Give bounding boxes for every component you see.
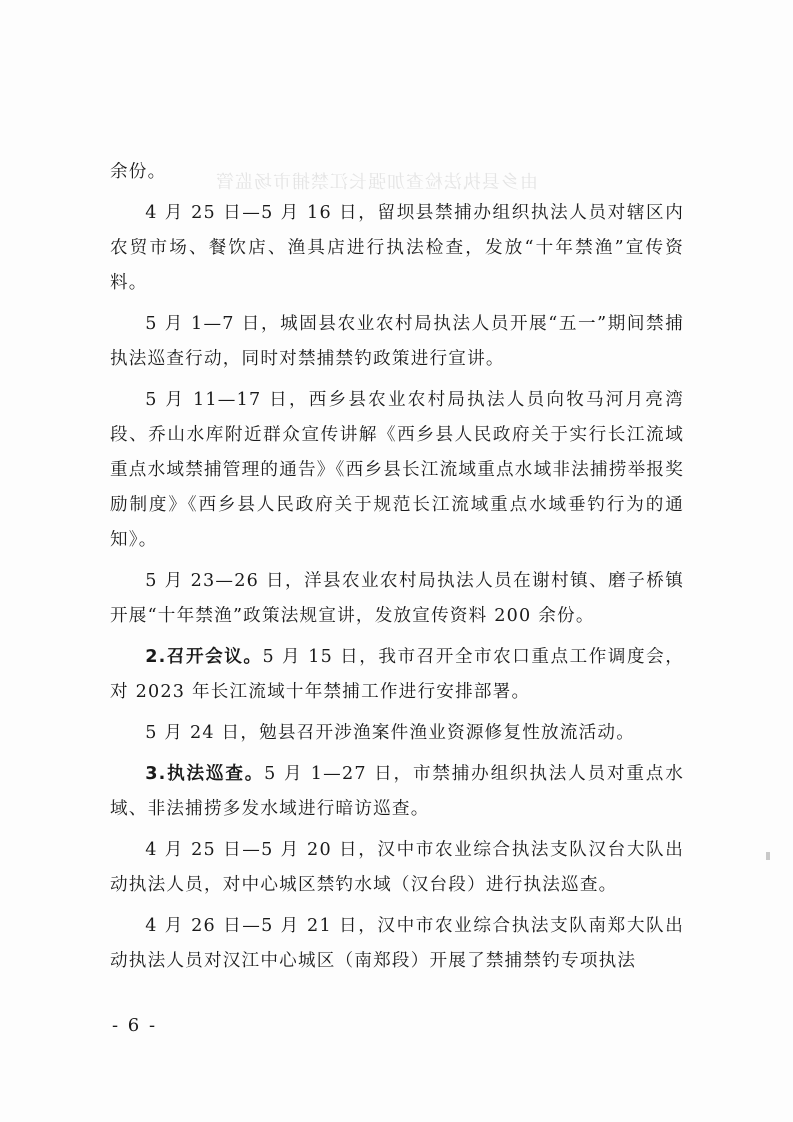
page-number: - 6 - [112,1015,158,1036]
paragraph-chenggu: 5 月 1—7 日，城固县农业农村局执法人员开展“五一”期间禁捕执法巡查行动，同时对禁捕禁钓政策进行宣讲。 [110,314,684,369]
paragraph-meetings-body: 5 月 15 日，我市召开全市农口重点工作调度会，对 2023 年长江流域十年禁捕工作进行安排部署。 [110,647,684,702]
section-heading-patrol: 3.执法巡查。 [145,764,265,784]
paragraph-hantai: 4 月 25 日—5 月 20 日，汉中市农业综合执法支队汉台大队出动执法人员，对中心城区禁钓水域（汉台段）进行执法巡查。 [110,840,684,895]
paragraph-liuba: 4 月 25 日—5 月 16 日，留坝县禁捕办组织执法人员对辖区内农贸市场、餐饮店、渔具店进行执法检查，发放“十年禁渔”宣传资料。 [110,203,684,293]
paragraph-nanzheng: 4 月 26 日—5 月 21 日，汉中市农业综合执法支队南郑大队出动执法人员对汉江中心城区（南郑段）开展了禁捕禁钓专项执法 [110,916,684,971]
section-heading-meetings: 2.召开会议。 [145,647,263,667]
paragraph-meetings [110,640,684,710]
bleed-through-text: 由乡县执法检查加强长江禁捕市场监管 [215,172,538,193]
paragraph-patrol-body: 5 月 1—27 日，市禁捕办组织执法人员对重点水域、非法捕捞多发水域进行暗访巡查。 [110,764,684,819]
paragraph-mianxian: 5 月 24 日，勉县召开涉渔案件渔业资源修复性放流活动。 [145,723,636,743]
scan-mark [766,852,770,860]
paragraph-continuation: 余份。 [110,162,167,182]
document-body [110,155,684,985]
paragraph-yangxian: 5 月 23—26 日，洋县农业农村局执法人员在谢村镇、磨子桥镇开展“十年禁渔”政策法规宣讲，发放宣传资料 200 余份。 [110,571,684,626]
paragraph-xixiang: 5 月 11—17 日，西乡县农业农村局执法人员向牧马河月亮湾段、乔山水库附近群众宣传讲解《西乡县人民政府关于实行长江流域重点水域禁捕管理的通告》《西乡县长江流域重点水域非法捕捞举报奖励制度》《西乡县人民政府关于规范长江流域重点水域垂钓行为的通知》。 [110,390,684,550]
paragraph-patrol [110,757,684,827]
